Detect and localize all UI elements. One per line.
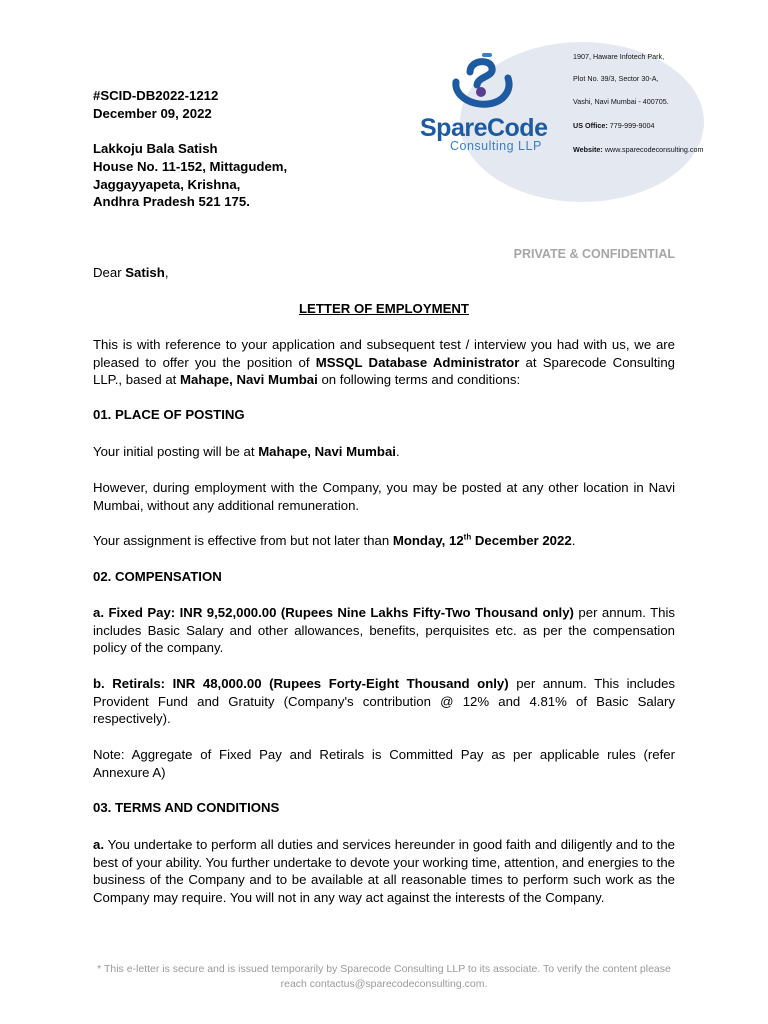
- intro-text-3: on following terms and conditions:: [317, 372, 521, 387]
- position-title: MSSQL Database Administrator: [315, 354, 520, 370]
- salutation-prefix: Dear: [93, 265, 126, 280]
- fixed-pay-label: a. Fixed Pay: INR 9,52,000.00 (Rupees Nine Lakhs Fifty-Two Thousand only): [93, 605, 574, 620]
- letter-title: [0, 301, 768, 316]
- section-heading-terms: 03. TERMS AND CONDITIONS: [93, 800, 280, 815]
- website: [573, 146, 704, 153]
- section-heading-compensation: 02. COMPENSATION: [93, 569, 222, 584]
- website-value: www.sparecodeconsulting.com: [604, 145, 704, 154]
- address-line-1: 1907, Haware Infotech Park,: [573, 52, 665, 61]
- effective-month-year: December 2022: [471, 533, 572, 548]
- letter-title-text: LETTER OF EMPLOYMENT: [299, 301, 469, 316]
- footer-disclaimer: * This e-letter is secure and is issued temporarily by Sparecode Consulting LLP to its associate. To verify the content please reach contactus@sparecodeconsulting.com.: [97, 963, 671, 990]
- salutation: [93, 264, 169, 282]
- intro-text-1: This is with reference to your application and subsequent test / interview you had with us, we are pleased to offer you the position of: [93, 337, 675, 370]
- address-line-3: Vashi, Navi Mumbai - 400705.: [573, 97, 669, 106]
- posting-suffix: .: [395, 444, 400, 459]
- posting-prefix: Your initial posting will be at: [93, 444, 259, 459]
- fixed-pay-text: per annum. This includes Basic Salary and other allowances, benefits, perquisites etc. as per the compensation policy of the company.: [93, 605, 676, 655]
- effective-suffix: .: [571, 533, 576, 548]
- retirals-text: per annum. This includes Provident Fund and Gratuity (Company's contribution @ 12% and 4.81% of Basic Salary respectively).: [93, 676, 676, 726]
- intro-text-2: at Sparecode Consulting LLP., based at: [93, 354, 675, 387]
- effective-date-paragraph: [93, 532, 575, 550]
- us-office: [573, 122, 655, 129]
- confidential-label: PRIVATE & CONFIDENTIAL: [513, 247, 675, 261]
- letter-date: December 09, 2022: [93, 106, 212, 121]
- salutation-name: Satish: [125, 265, 165, 280]
- reference-number: #SCID-DB2022-1212: [93, 88, 219, 103]
- website-label: Website:: [573, 145, 603, 154]
- retirals-label: b. Retirals: INR 48,000.00 (Rupees Forty-Eight Thousand only): [93, 676, 509, 691]
- effective-day: Monday, 12: [392, 533, 464, 548]
- transfer-paragraph: However, during employment with the Company, you may be posted at any other location in Navi Mumbai, without any additional remuneration.: [93, 480, 675, 513]
- brand-subtitle: Consulting LLP: [450, 139, 542, 153]
- intro-paragraph: [93, 336, 675, 389]
- fixed-pay-paragraph: [93, 604, 675, 657]
- effective-ordinal: th: [463, 532, 472, 542]
- us-office-label: US Office:: [573, 121, 608, 130]
- sparecode-logo-icon: [452, 52, 518, 112]
- work-location: Mahape, Navi Mumbai: [180, 372, 318, 387]
- address-line-2: Plot No. 39/3, Sector 30-A,: [573, 74, 659, 83]
- posting-location: Mahape, Navi Mumbai: [258, 444, 396, 459]
- effective-date: [393, 533, 572, 548]
- retirals-paragraph: [93, 675, 675, 728]
- recipient-address-3: Andhra Pradesh 521 175.: [93, 194, 250, 209]
- recipient-address-2: Jaggayyapeta, Krishna,: [93, 177, 241, 192]
- posting-paragraph: [93, 443, 400, 461]
- recipient-address-1: House No. 11-152, Mittagudem,: [93, 159, 288, 174]
- terms-paragraph-a: [93, 836, 675, 906]
- terms-a-text: You undertake to perform all duties and services hereunder in good faith and diligently and to the best of your ability. You further undertake to devote your working time, attention, and energies to the business of the Company and to be available at all reasonable times to perform such work as the Company may require. You will not in any way act against the interests of the Company.: [93, 837, 675, 905]
- us-office-value: 779-999-9004: [609, 121, 655, 130]
- effective-prefix: Your assignment is effective from but not later than: [93, 533, 393, 548]
- brand-name: SpareCode: [420, 114, 548, 142]
- recipient-name: Lakkoju Bala Satish: [93, 141, 218, 156]
- compensation-note: Note: Aggregate of Fixed Pay and Retirals is Committed Pay as per applicable rules (refer Annexure A): [93, 747, 675, 780]
- section-heading-place-of-posting: 01. PLACE OF POSTING: [93, 407, 245, 422]
- salutation-suffix: ,: [164, 265, 169, 280]
- terms-a-label: a.: [93, 837, 104, 852]
